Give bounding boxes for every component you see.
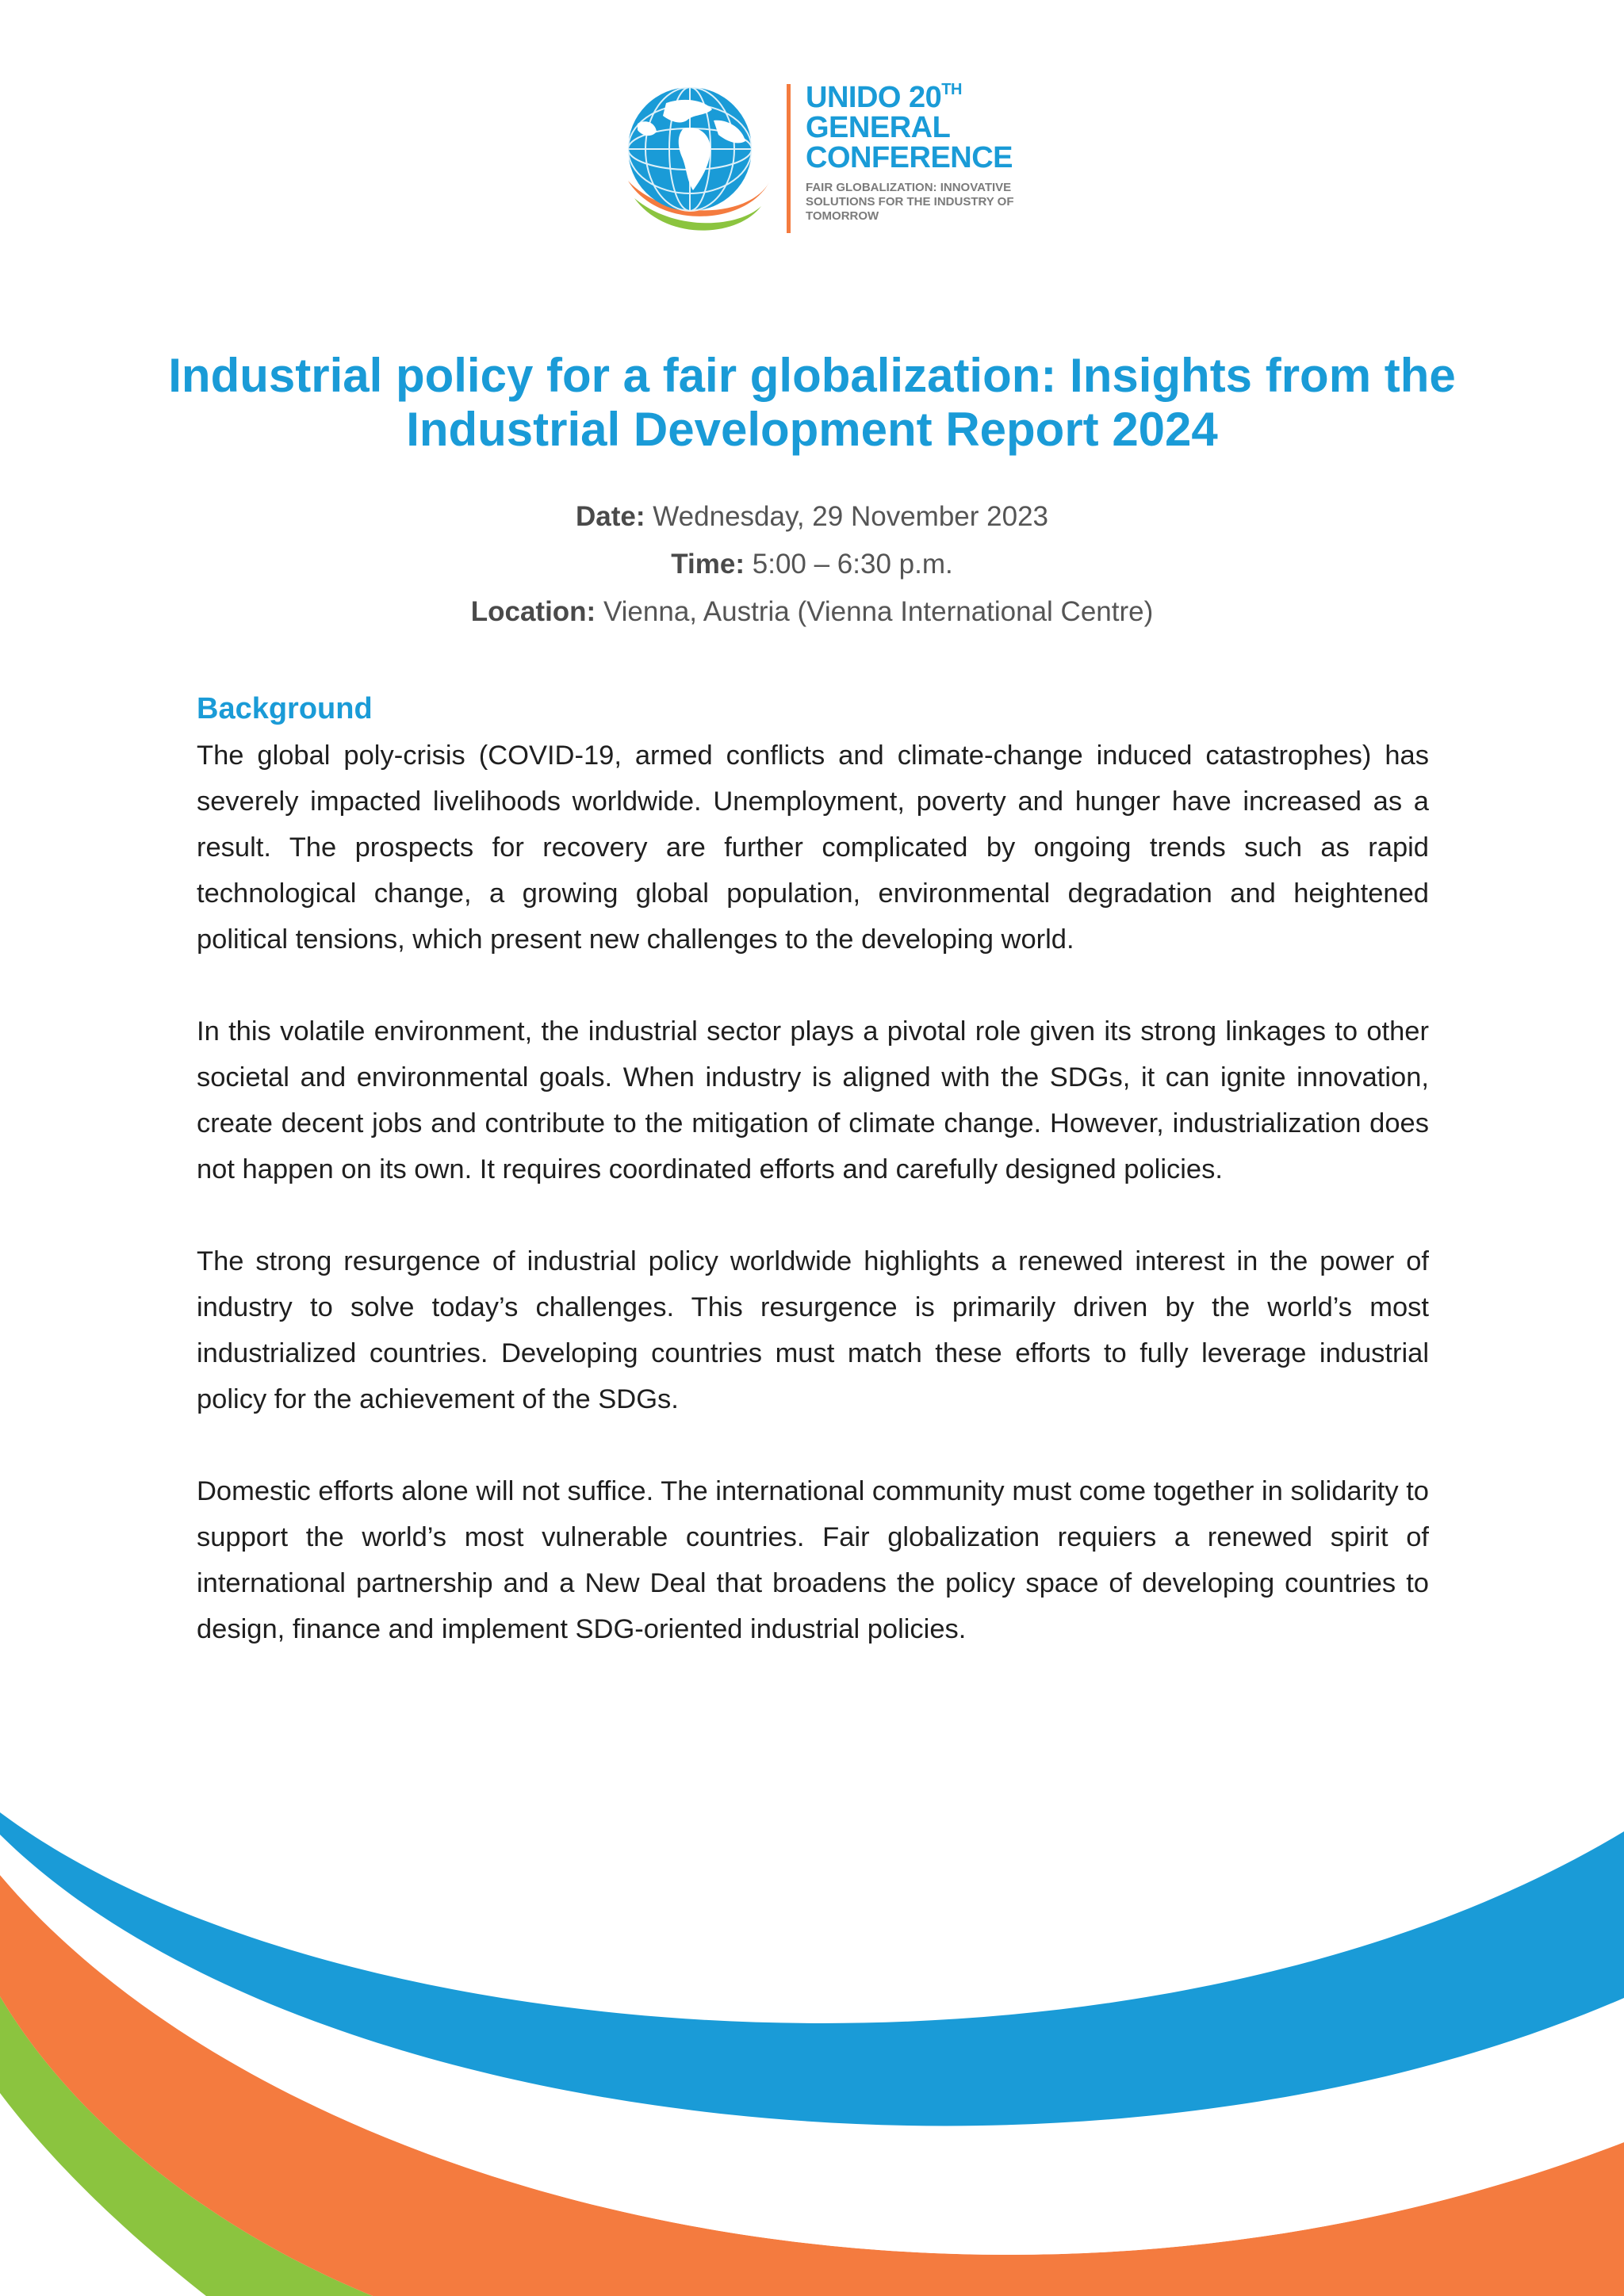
logo-title [806, 82, 1044, 173]
background-section [197, 687, 1429, 1698]
background-paragraph-4: Domestic efforts alone will not suffice. The international community must come together in solidarity to support the world’s most vulnerable countries. Fair globalization requiers a renewed spirit of international partnership and a New Deal that broadens the policy space of developing countries to design, finance and implement SDG-oriented industrial policies. [197, 1476, 1429, 1644]
background-paragraph-3: The strong resurgence of industrial policy worldwide highlights a renewed interest in the power of industry to solve today’s challenges. This resurgence is primarily driven by the world’s most industrialized countries. Developing countries must match these efforts to fully leverage industrial policy for the achievement of the SDGs. [197, 1246, 1429, 1414]
logo-divider [787, 84, 791, 233]
background-paragraph-1: The global poly-crisis (COVID-19, armed conflicts and climate-change induced catastrophes) has severely impacted livelihoods worldwide. Unemployment, poverty and hunger have increased as a result. The prospects for recovery are further complicated by ongoing trends such as rapid technological change, a growing global population, environmental degradation and heightened political tensions, which present new challenges to the developing world. [197, 740, 1429, 955]
background-heading: Background [197, 692, 373, 725]
globe-logo-icon [611, 79, 777, 238]
event-details [159, 493, 1465, 636]
date-line [159, 493, 1465, 541]
time-label: Time: [671, 549, 745, 580]
logo-title-line3: CONFERENCE [806, 141, 1013, 174]
date-label: Date: [576, 501, 645, 532]
logo-text [806, 82, 1044, 224]
date-value: Wednesday, 29 November 2023 [653, 501, 1048, 532]
location-label: Location: [470, 596, 596, 627]
logo-title-sup: TH [941, 81, 962, 98]
conference-logo [611, 79, 1039, 238]
location-line [159, 588, 1465, 636]
time-line [159, 541, 1465, 588]
logo-title-line2: GENERAL [806, 111, 951, 144]
decorative-swooshes [0, 1784, 1624, 2296]
background-paragraph-2: In this volatile environment, the industrial sector plays a pivotal role given its strong linkages to other societal and environmental goals. When industry is aligned with the SDGs, it can ignite innovation, create decent jobs and contribute to the mitigation of climate change. However, industrialization does not happen on its own. It requires coordinated efforts and carefully designed policies. [197, 1016, 1429, 1184]
document-title: Industrial policy for a fair globalization: Insights from the Industrial Development Report 2024 [168, 349, 1456, 456]
time-value: 5:00 – 6:30 p.m. [752, 549, 953, 580]
logo-title-line1: UNIDO 20 [806, 81, 942, 114]
location-value: Vienna, Austria (Vienna International Centre) [603, 596, 1154, 627]
logo-subtitle: FAIR GLOBALIZATION: INNOVATIVE SOLUTIONS FOR THE INDUSTRY OF TOMORROW [806, 181, 1014, 223]
